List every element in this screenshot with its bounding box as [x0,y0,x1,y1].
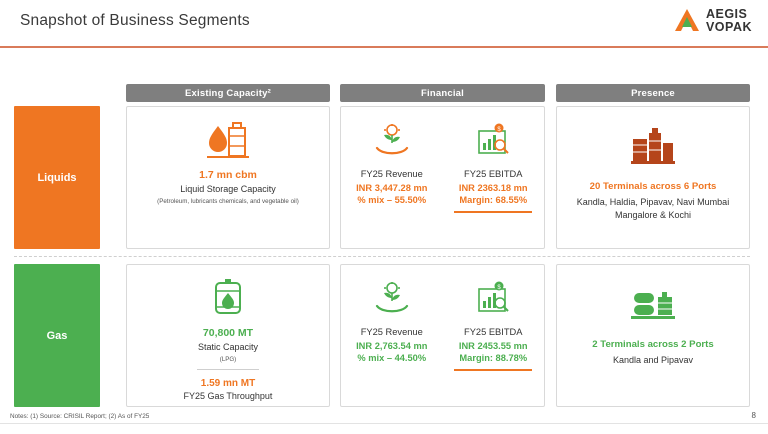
column-header-capacity: Existing Capacity² [126,84,330,102]
ebitda-value-liquids: INR 2363.18 mn [458,183,528,193]
row-gas [14,264,750,407]
slide-header [0,0,768,48]
capacity-value-gas: 70,800 MT [202,327,254,339]
financial-card-gas [340,264,545,407]
svg-text:$: $ [497,127,501,133]
capacity-label2-gas: FY25 Gas Throughput [183,391,273,402]
revenue-title-gas: FY25 Revenue [360,327,423,337]
capacity-note-gas: (LPG) [219,355,237,363]
hand-plant-icon [372,279,412,321]
ebitda-title-liquids: FY25 EBITDA [464,169,523,179]
gas-terminal-icon [626,281,680,329]
oil-tank-icon [203,117,253,163]
capacity-card-liquids [126,106,330,249]
page-number: 8 [751,411,756,420]
capacity-rule-gas [197,369,259,370]
page-title: Snapshot of Business Segments [20,12,250,29]
capacity-note-liquids: (Petroleum, lubricants chemicals, and vegetable oil) [157,197,299,205]
logo-line-1: AEGIS [705,7,748,22]
capacity-value2-gas: 1.59 mn MT [200,378,256,390]
terminal-tanks-icon [627,123,679,171]
presence-card-liquids [556,106,750,249]
presence-head-liquids: 20 Terminals across 6 Ports [589,181,717,192]
revenue-mix-liquids: % mix – 55.50% [357,195,427,205]
chart-search-icon [473,121,513,163]
column-header-financial: Financial [340,84,545,102]
ebitda-underline-gas [454,369,532,371]
ebitda-margin-gas: Margin: 88.78% [459,353,528,363]
footnote: Notes: (1) Source: CRISIL Report; (2) As of FY25 [10,413,150,420]
presence-card-gas [556,264,750,407]
revenue-title-liquids: FY25 Revenue [360,169,423,179]
row-liquids [14,106,750,249]
ebitda-value-gas: INR 2453.55 mn [458,341,528,351]
svg-text:$: $ [497,285,501,291]
hand-plant-icon [372,121,412,163]
column-header-presence: Presence [556,84,750,102]
financial-card-liquids [340,106,545,249]
segment-label-liquids: Liquids [14,106,100,249]
logo-wordmark [706,8,752,34]
financial-revenue-gas [343,279,440,363]
ebitda-margin-liquids: Margin: 68.55% [459,195,528,205]
presence-sub-gas: Kandla and Pipavav [612,355,694,365]
logo-line-2: VOPAK [705,20,752,34]
segment-label-gas: Gas [14,264,100,407]
financial-ebitda-gas [445,279,542,371]
capacity-value-liquids: 1.7 mn cbm [199,169,257,181]
revenue-value-liquids: INR 3,447.28 mn [356,183,428,193]
revenue-mix-gas: % mix – 44.50% [357,353,427,363]
presence-sub-liquids: Kandla, Haldia, Pipavav, Navi Mumbai Mangalore & Kochi [576,197,730,220]
presence-head-gas: 2 Terminals across 2 Ports [592,339,714,350]
chart-search-icon [473,279,513,321]
capacity-card-gas [126,264,330,407]
row-divider [14,256,750,257]
gas-barrel-icon [206,275,250,321]
revenue-value-gas: INR 2,763.54 mn [356,341,428,351]
aegis-vopak-mark-icon [674,8,700,34]
company-logo [674,8,752,34]
ebitda-title-gas: FY25 EBITDA [464,327,523,337]
financial-ebitda-liquids [445,121,542,213]
footer-divider [0,423,768,424]
ebitda-underline-liquids [454,211,532,213]
capacity-label-liquids: Liquid Storage Capacity [180,184,276,194]
capacity-label-gas: Static Capacity [197,342,259,352]
financial-revenue-liquids [343,121,440,205]
